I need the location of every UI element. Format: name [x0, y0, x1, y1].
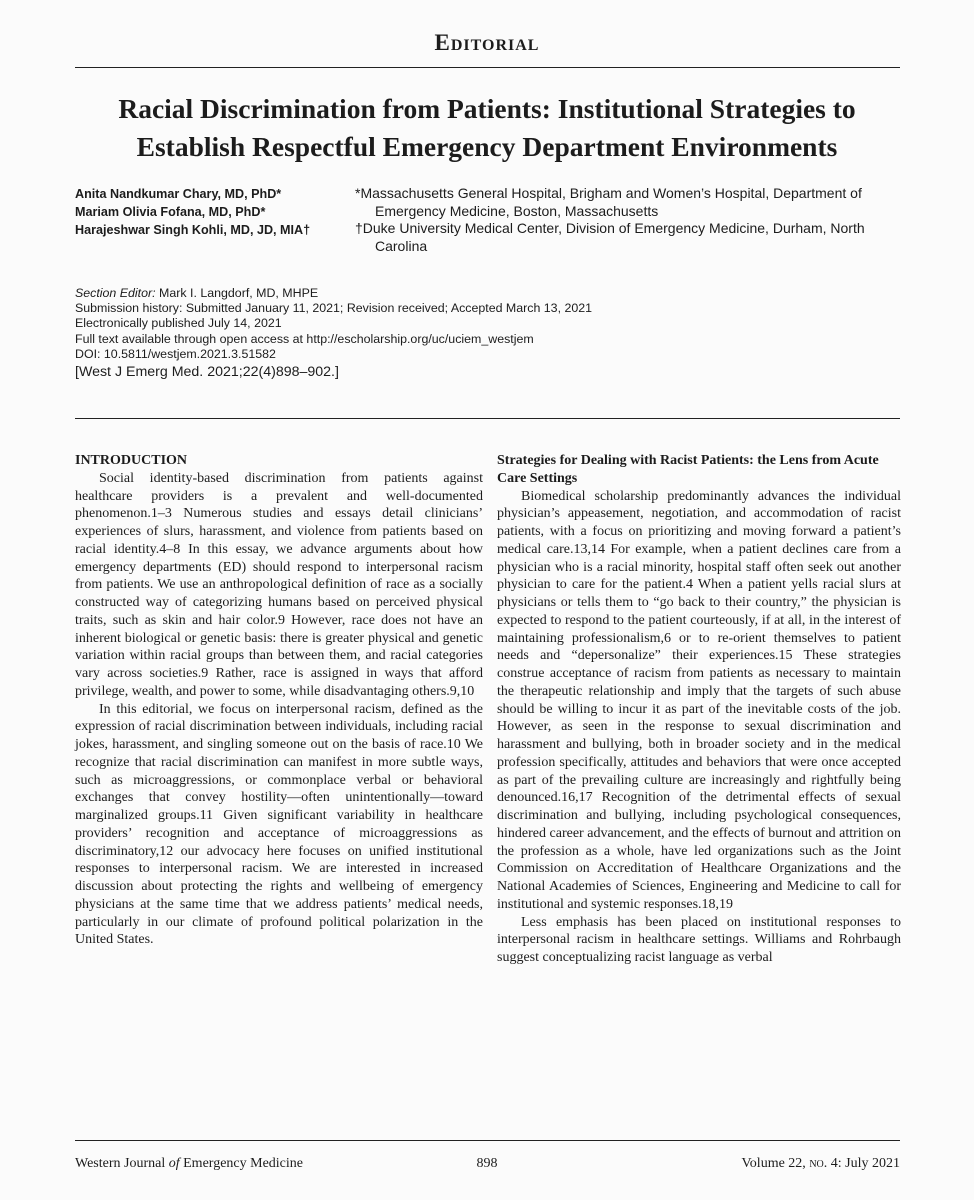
introduction-heading: INTRODUCTION: [75, 453, 188, 468]
body-paragraph: Social identity-based discrimination from patients against healthcare providers is a prevalent and well-documented phenomenon.1–3 Numerous studies and essays detail clinicians’ experiences of slurs, harassment, and violence from patients based on racial identity.4–8 In this essay, we advance arguments about how emergency departments (ED) should respond to interpersonal racism from patients. We use an anthropological definition of race as a socially constructed way of categorizing humans based on perceived physical traits, such as skin and hair color.9 However, race does not have an inherent biological or genetic basis: there is greater physical and genetic variation within racial groups than between them, and racial categories vary across societies.9 Rather, race is assigned in ways that afford privilege, wealth, and power to some, while disadvantaging others.9,10: [75, 470, 483, 699]
section-editor-line: [75, 286, 895, 301]
title-line-1: Racial Discrimination from Patients: Institutional Strategies to: [118, 93, 856, 124]
affiliation-list: [355, 185, 905, 255]
right-column: [497, 452, 901, 967]
journal-name-part: Western Journal: [75, 1156, 169, 1171]
section-label: Editorial: [434, 30, 540, 55]
volume-part: . 4: July 2021: [823, 1156, 900, 1171]
affiliation: *Massachusetts General Hospital, Brigham and Women’s Hospital, Department of Emergency Medicine, Boston, Massachusetts: [355, 185, 862, 219]
doi: DOI: 10.5811/westjem.2021.3.51582: [75, 346, 276, 361]
author-name: Mariam Olivia Fofana, MD, PhD*: [75, 205, 266, 219]
left-column: [75, 452, 483, 949]
section-editor: Mark I. Langdorf, MD, MHPE: [159, 286, 319, 300]
body-paragraph: In this editorial, we focus on interpersonal racism, defined as the expression of racial discrimination between individuals, including racial jokes, harassment, and singling someone out on the basis of race.10 We recognize that racial discrimination can manifest in more subtle ways, such as microaggressions, or commonplace verbal or behavioral exchanges that convey hostility—often unintentionally—toward marginalized groups.11 Given significant variability in healthcare providers’ recognition and acceptance of microaggressions as discriminatory,12 our advocacy here focuses on unified institutional responses to interpersonal racism. We are interested in increased discussion about protecting the rights and wellbeing of emergency physicians at the same time that we address patients’ medical needs, particularly in our climate of profound political polarization in the United States.: [75, 701, 483, 948]
citation: [West J Emerg Med. 2021;22(4)898–902.]: [75, 364, 339, 381]
section-editor-label: Section Editor:: [75, 286, 156, 300]
page-number: 898: [476, 1156, 498, 1171]
affiliation: †Duke University Medical Center, Division of Emergency Medicine, Durham, North Carolina: [355, 220, 865, 254]
article-metadata: [75, 286, 895, 382]
footer-volume: [742, 1155, 901, 1172]
submission-history: Submission history: Submitted January 11, 2021; Revision received; Accepted March 13, 2021: [75, 301, 593, 316]
article-title: [40, 90, 934, 166]
metadata-rule: [75, 418, 900, 419]
body-paragraph: Biomedical scholarship predominantly advances the individual physician’s appeasement, negotiation, and accommodation of racist patients, with a focus on prioritizing and moving forward a patient’s medical care.13,14 For example, when a patient declines care from a physician who is a racial minority, hospital staff often seek out another physician to care for the patient.4 When a patient yells racial slurs at physicians or tells them to “go back to their country,” the physician is expected to respond to the patient courteously, if at all, in the interest of maintaining professionalism,6 or to re-orient themselves to patient needs and “depersonalize” their experiences.15 These strategies construe acceptance of racism from patients as necessary to maintain the therapeutic relationship and imply that the targets of such abuse should be willing to incur it as part of the inevitable costs of the job. However, as seen in the response to sexual discrimination and harassment and bullying, both in broader society and in the medical profession specifically, attitudes and behaviors that were once accepted as part of the prevailing culture are increasingly and rightfully being denounced.16,17 Recognition of the detrimental effects of sexual discrimination and bullying, including psychological consequences, hindered career advancement, and the effects of burnout and attrition on the profession as a whole, have led organizations such as the Joint Commission on Accreditation of Healthcare Organizations and the National Academies of Sciences, Engineering and Medicine to call for institutional and systemic responses.18,19: [497, 488, 901, 912]
author-name: Harajeshwar Singh Kohli, MD, JD, MIA†: [75, 223, 311, 237]
journal-name-part: of: [168, 1156, 180, 1171]
footer-rule: [75, 1140, 900, 1141]
author-name: Anita Nandkumar Chary, MD, PhD*: [75, 187, 282, 201]
full-text-link[interactable]: Full text available through open access at http://escholarship.org/uc/uciem_westjem: [75, 331, 534, 346]
title-line-2: Establish Respectful Emergency Department Environments: [136, 131, 838, 162]
strategies-heading: Strategies for Dealing with Racist Patients: the Lens from Acute Care Settings: [497, 453, 879, 486]
journal-name-part: Emergency Medicine: [179, 1156, 303, 1171]
header-rule: [75, 67, 900, 68]
published-date: Electronically published July 14, 2021: [75, 316, 282, 331]
body-paragraph: Less emphasis has been placed on institutional responses to interpersonal racism in healthcare settings. Williams and Rohrbaugh suggest conceptualizing racist language as verbal: [497, 914, 901, 965]
volume-part: no: [809, 1156, 824, 1171]
volume-part: Volume 22,: [741, 1156, 810, 1171]
author-list: [75, 185, 375, 239]
